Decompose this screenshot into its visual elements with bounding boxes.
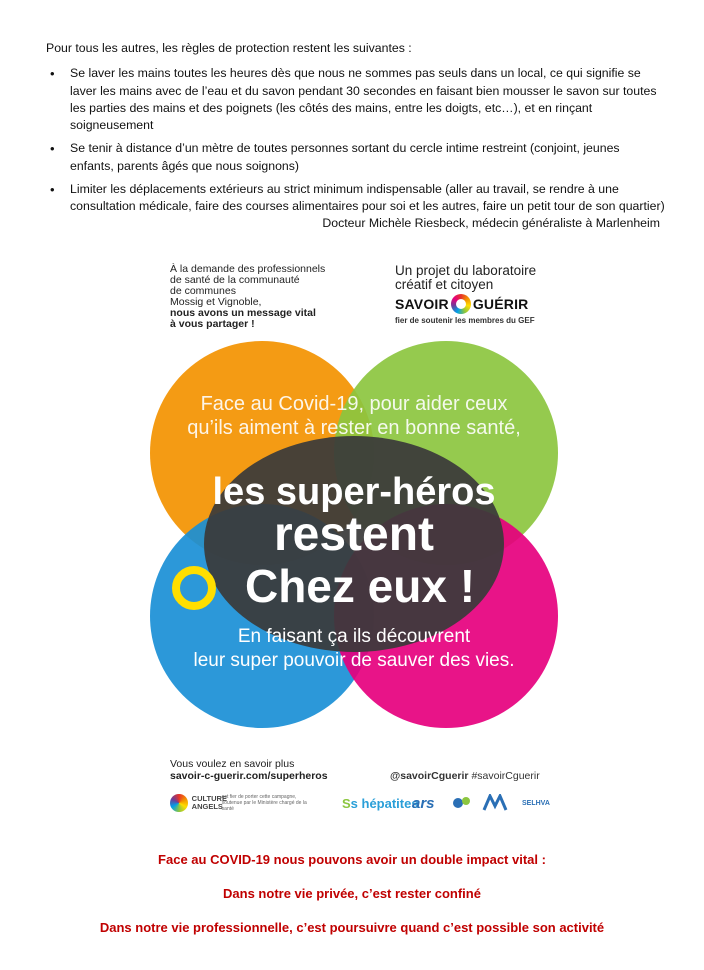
headline-line2: qu’ils aiment à rester en bonne santé, (187, 417, 521, 439)
list-item: • Limiter les déplacements extérieurs au strict minimum indispensable (aller au travail, se rendre à une consultation médicale, faire des courses alimentaires pour soi et les autres, faire un petit tour de son quartier) (46, 181, 666, 216)
list-item: • Se tenir à distance d’un mètre de toutes personnes sortant du cercle intime restreint (conjoint, jeunes enfants, parents âgés que nous soignons) (46, 140, 666, 175)
culture-angels-desc: est fier de porter cette campagne, soutenue par le Ministère chargé de la santé (221, 794, 307, 812)
partner-logo (482, 792, 508, 814)
more-info-text: Vous voulez en savoir plus (170, 758, 295, 770)
selhva-logo: SELHVA (522, 799, 550, 807)
brand-left: SAVOIR (395, 296, 449, 312)
social-handles (390, 770, 540, 782)
project-line: créatif et citoyen (395, 277, 494, 292)
poster-intro-line: à vous partager ! (170, 318, 255, 330)
sos-text: s hépatites (350, 795, 419, 811)
project-line: Un projet du laboratoire (395, 263, 537, 278)
partner-icon (482, 794, 508, 812)
partner-icon (452, 795, 474, 811)
savoir-c-guerir-logo (395, 264, 565, 325)
culture-angels-name: CULTURE ANGELS (191, 794, 227, 811)
hashtag[interactable]: #savoirCguerir (471, 770, 540, 782)
protection-rules-list (46, 65, 666, 215)
partner-logos (170, 792, 550, 816)
headline-line1: Face au Covid-19, pour aider ceux (200, 393, 508, 415)
big-title-line3 (245, 560, 475, 612)
partner-logo (452, 792, 474, 814)
brand-subtitle: fier de soutenir les membres du GEF (395, 316, 535, 325)
big-c-letter: C (244, 560, 279, 612)
footer-line1: Face au COVID-19 nous pouvons avoir un double impact vital : (158, 852, 546, 867)
signature: Docteur Michèle Riesbeck, médecin généraliste à Marlenheim (322, 216, 660, 230)
poster (150, 258, 558, 818)
c-ring-icon (451, 294, 471, 314)
subline2: leur super pouvoir de sauver des vies. (193, 650, 515, 671)
sos-hepatites-logo (342, 792, 419, 814)
poster-intro-line: Mossig et Vignoble, (170, 296, 262, 308)
subline1: En faisant ça ils découvrent (237, 626, 471, 647)
social-handle[interactable]: @savoirCguerir (390, 770, 469, 782)
poster-circles (150, 338, 558, 738)
footer-line3: Dans notre vie professionnelle, c’est poursuivre quand c’est possible son activité (99, 920, 605, 935)
poster-intro (170, 264, 355, 330)
intro-text: Pour tous les autres, les règles de protection restent les suivantes : (46, 41, 412, 55)
big-title-line2: restent (273, 508, 435, 561)
brand-name (395, 294, 565, 314)
website-link[interactable]: savoir-c-guerir.com/superheros (170, 770, 328, 782)
culture-angels-logo (170, 792, 310, 814)
poster-intro-line: À la demande des professionnels (170, 263, 326, 275)
poster-intro-line: nous avons un message vital (170, 307, 316, 319)
brand-right: GUÉRIR (472, 296, 529, 312)
footer-line2: Dans notre vie privée, c’est rester confiné (223, 886, 481, 901)
ars-logo: ars (412, 794, 435, 812)
poster-intro-line: de santé de la communauté (170, 274, 300, 286)
big-title-line1: les super-héros (212, 471, 496, 513)
document-body (46, 40, 666, 222)
more-info (170, 758, 328, 782)
sos-letter: S (342, 795, 351, 811)
big-title-rest: hez eux ! (278, 560, 476, 612)
list-item: • Se laver les mains toutes les heures dès que nous ne sommes pas seuls dans un local, ce qui signifie se laver les mains avec de l’eau et du savon pendant 30 secondes en faisant bien mousser le savon sur toutes les parties des mains et des poignets (les côtés des mains, entre les doigts, etc…), et en rinçant soigneusement (46, 65, 666, 134)
poster-intro-line: de communes (170, 285, 236, 297)
heart-icon (170, 794, 188, 812)
